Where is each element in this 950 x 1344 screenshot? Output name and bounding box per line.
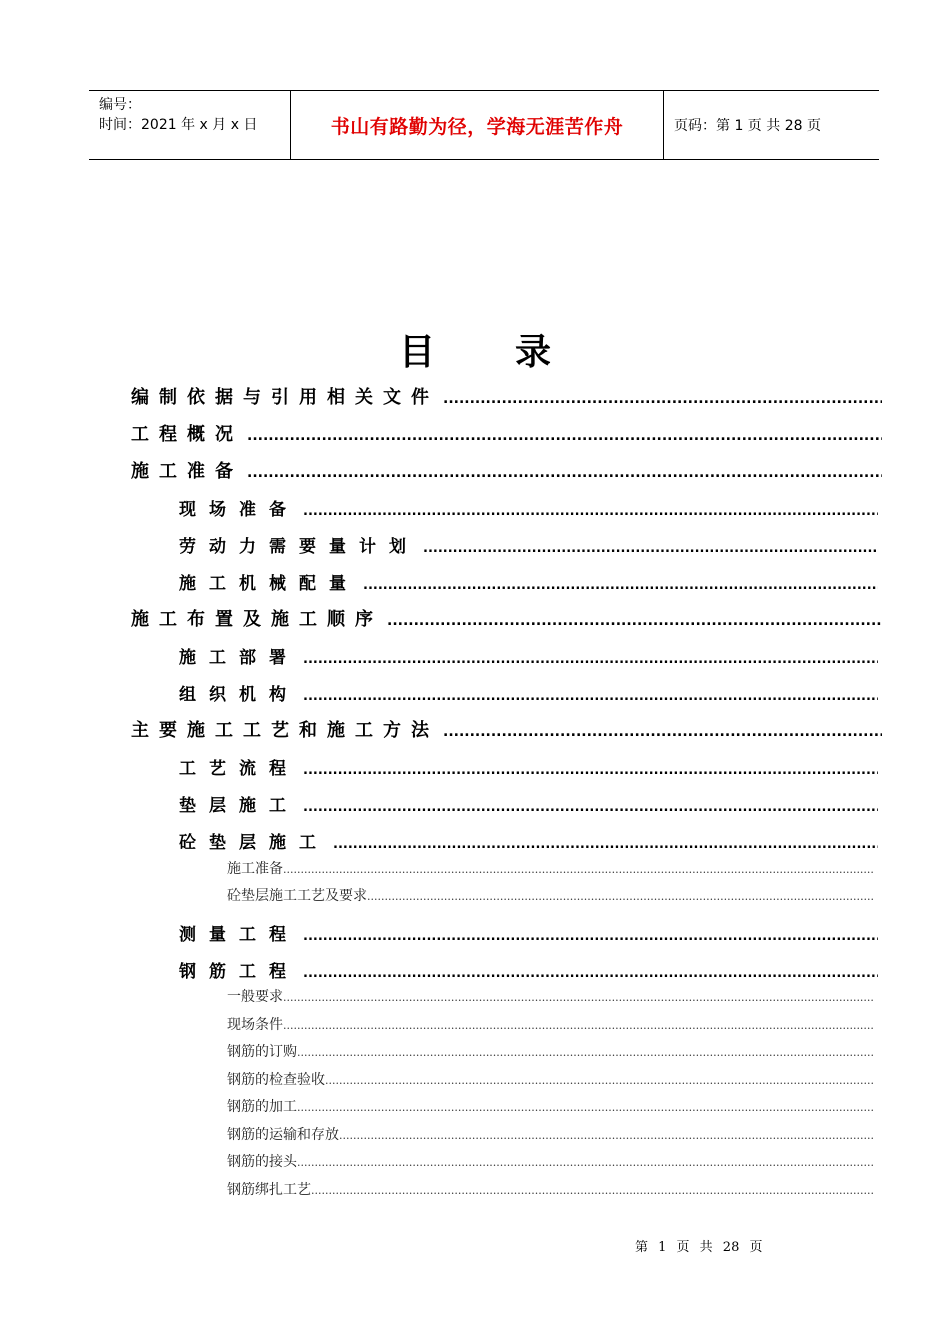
toc-entry[interactable] (227, 1124, 874, 1144)
toc-leader-dots (247, 428, 882, 444)
toc-leader-dots (303, 929, 878, 944)
toc-entry-label: 现场准备 (179, 500, 299, 520)
toc-leader-dots (367, 890, 874, 903)
toc-leader-dots (283, 1019, 874, 1032)
toc-leader-dots (363, 578, 878, 593)
header-motto-cell (291, 91, 664, 159)
toc-entry[interactable] (179, 754, 878, 779)
toc-leader-dots (303, 800, 878, 815)
toc-entry[interactable] (179, 828, 878, 853)
header-page-info: 页码：第 1 页 共 28 页 (674, 118, 821, 134)
toc-entry-label: 施工布置及施工顺序 (131, 609, 383, 630)
toc-entry-label: 编制依据与引用相关文件 (131, 387, 439, 408)
toc-entry[interactable] (179, 495, 878, 520)
toc-entry-label: 钢筋绑扎工艺 (227, 1182, 311, 1198)
toc-leader-dots (297, 1101, 874, 1114)
toc-leader-dots (303, 966, 878, 981)
toc-leader-dots (387, 613, 882, 629)
toc-entry-label: 一般要求 (227, 989, 283, 1005)
toc-entry[interactable] (227, 1041, 874, 1061)
toc-leader-dots (283, 863, 874, 876)
toc-entry[interactable] (227, 1069, 874, 1089)
toc-entry[interactable] (179, 569, 878, 594)
toc-leader-dots (443, 391, 882, 407)
header-page-cell (664, 91, 879, 159)
toc-entry[interactable] (179, 643, 878, 668)
toc-entry[interactable] (179, 957, 878, 982)
toc-entry[interactable] (131, 457, 882, 483)
toc-entry-label: 主要施工工艺和施工方法 (131, 720, 439, 741)
document-header (89, 90, 879, 160)
toc-entry-label: 劳动力需要量计划 (179, 537, 419, 557)
toc-leader-dots (297, 1156, 874, 1169)
toc-entry-label: 钢筋的接头 (227, 1154, 297, 1170)
toc-entry-label: 组织机构 (179, 685, 299, 705)
toc-entry[interactable] (227, 986, 874, 1006)
motto-text: 书山有路勤为径，学海无涯苦作舟 (330, 115, 624, 138)
toc-entry-label: 施工机械配量 (179, 574, 359, 594)
date-label: 时间：2021 年 x 月 x 日 (99, 117, 258, 133)
toc-leader-dots (339, 1129, 874, 1142)
toc-entry[interactable] (179, 680, 878, 705)
toc-entry-label: 砼垫层施工 (179, 833, 329, 853)
toc-entry-label: 现场条件 (227, 1017, 283, 1033)
toc-entry-label: 施工准备 (227, 861, 283, 877)
title-char-2: 录 (515, 331, 552, 373)
toc-leader-dots (423, 541, 878, 556)
toc-entry-label: 测量工程 (179, 925, 299, 945)
toc-entry[interactable] (227, 1014, 874, 1034)
toc-entry[interactable] (131, 605, 882, 631)
toc-leader-dots (443, 724, 882, 740)
toc-leader-dots (333, 837, 878, 852)
toc-entry-label: 垫层施工 (179, 796, 299, 816)
toc-leader-dots (283, 991, 874, 1004)
toc-entry[interactable] (227, 1179, 874, 1199)
title-char-1: 目 (398, 331, 435, 373)
toc-entry-label: 钢筋工程 (179, 962, 299, 982)
toc-entry[interactable] (131, 716, 882, 742)
page-footer: 第 1 页 共 28 页 (635, 1240, 763, 1255)
toc-entry-label: 施工部署 (179, 648, 299, 668)
page-title (0, 324, 950, 375)
toc-entry[interactable] (131, 420, 882, 446)
toc-entry-label: 工艺流程 (179, 759, 299, 779)
toc-entry-label: 钢筋的加工 (227, 1099, 297, 1115)
toc-entry-label: 钢筋的检查验收 (227, 1072, 325, 1088)
number-label: 编号： (99, 97, 141, 113)
toc-entry-label: 砼垫层施工工艺及要求 (227, 888, 367, 904)
toc-leader-dots (311, 1184, 874, 1197)
toc-entry-label: 工程概况 (131, 424, 243, 445)
toc-entry[interactable] (227, 858, 874, 878)
toc-entry[interactable] (227, 1151, 874, 1171)
toc-entry[interactable] (131, 383, 882, 409)
toc-entry-label: 施工准备 (131, 461, 243, 482)
toc-leader-dots (303, 763, 878, 778)
toc-leader-dots (303, 689, 878, 704)
toc-leader-dots (303, 652, 878, 667)
toc-entry[interactable] (179, 791, 878, 816)
toc-leader-dots (247, 465, 882, 481)
toc-entry-label: 钢筋的运输和存放 (227, 1127, 339, 1143)
toc-entry[interactable] (179, 920, 878, 945)
header-info-cell (89, 91, 291, 159)
toc-entry[interactable] (227, 1096, 874, 1116)
toc-entry[interactable] (227, 885, 874, 905)
toc-entry-label: 钢筋的订购 (227, 1044, 297, 1060)
toc-leader-dots (303, 504, 878, 519)
toc-leader-dots (297, 1046, 874, 1059)
toc-leader-dots (325, 1074, 874, 1087)
toc-entry[interactable] (179, 532, 878, 557)
